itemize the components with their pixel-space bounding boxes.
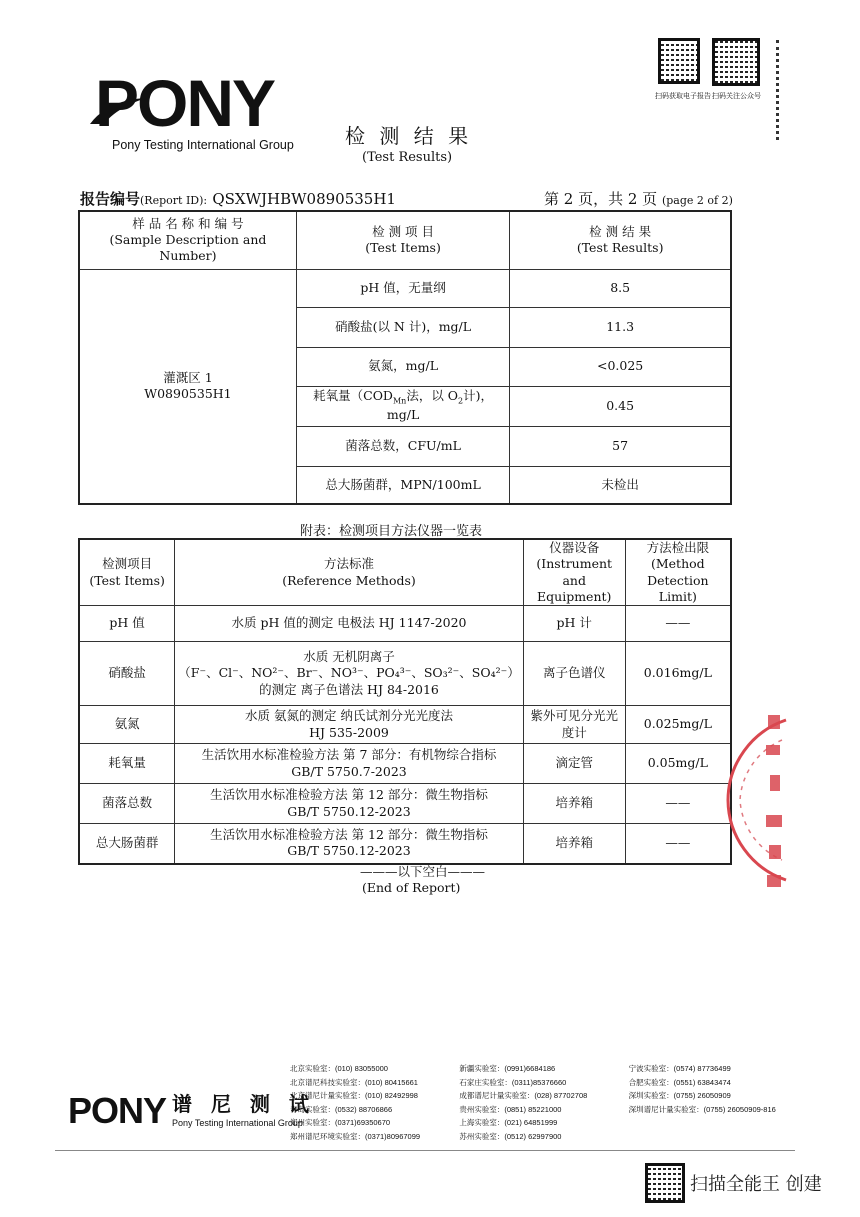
method-item: 硝酸盐 [79,642,175,706]
lab-contact: 深圳谱尼计量实验室：(0755) 26050909-816 [628,1104,776,1114]
header-logo-subtitle: Pony Testing International Group [112,138,294,152]
table-row [79,824,731,864]
sample-cell [79,269,296,504]
page-number [544,188,733,209]
method-standard: 生活饮用水标准检验方法 第 12 部分：微生物指标 GB/T 5750.12-2023 [175,824,524,864]
method-limit: —— [625,784,731,824]
method-item: 耗氧量 [79,744,175,784]
lab-contact: 青岛实验室：(0532) 88706866 [290,1104,393,1114]
test-item: 硝酸盐(以 N 计)，mg/L [296,307,509,347]
report-id-value: QSXWJHBW0890535H1 [212,190,396,208]
test-result: 8.5 [510,269,731,307]
test-item: pH 值，无量纲 [296,269,509,307]
method-instrument: 滴定管 [523,744,625,784]
test-item: 氨氮，mg/L [296,347,509,386]
end-of-report-cn: ———以下空白——— [360,864,486,879]
method-standard: 生活饮用水标准检验方法 第 7 部分：有机物综合指标 GB/T 5750.7-2023 [175,744,524,784]
header-limit: 方法检出限 (Method Detection Limit) [625,539,731,606]
qr-code-wechat [712,38,760,86]
lab-contact: 北京实验室：(010) 83055000 [290,1064,388,1073]
qr-caption-wechat: 扫码关注公众号 [712,93,761,100]
scanner-watermark: 扫描全能王 创建 [690,1174,822,1195]
side-barcode [776,40,789,140]
test-result: 11.3 [510,307,731,347]
test-item: 总大肠菌群，MPN/100mL [296,466,509,504]
method-instrument: pH 计 [523,606,625,642]
footer-divider [55,1150,795,1151]
table-row [79,642,731,706]
footer-logo: PONY [68,1090,167,1131]
test-result: 57 [510,426,731,466]
test-item: 菌落总数，CFU/mL [296,426,509,466]
method-limit: —— [625,824,731,864]
method-limit: 0.016mg/L [625,642,731,706]
lab-contact: 郑州实验室：(0371)69350670 [290,1118,391,1128]
table-row [79,706,731,744]
footer-company-en: Pony Testing International Group [172,1118,303,1128]
method-standard: 生活饮用水标准检验方法 第 12 部分：微生物指标 GB/T 5750.12-2023 [175,784,524,824]
page-number-cn: 第 2 页，共 2 页 [544,190,658,208]
seal-stamp-edge-icon [760,705,790,905]
annex-title: 附表：检测项目方法仪器一览表 [300,524,483,539]
header-logo: PONY [95,66,275,140]
lab-contact: 贵州实验室：(0851) 85221000 [459,1104,562,1114]
header-instrument: 仪器设备 (Instrument and Equipment) [523,539,625,606]
report-id-line [80,188,396,209]
page-title-en: (Test Results) [362,150,453,165]
method-instrument: 离子色谱仪 [523,642,625,706]
page-number-en: (page 2 of 2) [661,194,733,207]
method-instrument: 紫外可见分光光度计 [523,706,625,744]
footer-company-cn: 谱 尼 测 试 [172,1092,315,1116]
method-item: 总大肠菌群 [79,824,175,864]
method-standard: 水质 氨氮的测定 纳氏试剂分光光度法 HJ 535-2009 [175,706,524,744]
methods-header-row [79,539,731,606]
method-item: pH 值 [79,606,175,642]
results-header-row [79,211,731,269]
method-limit: —— [625,606,731,642]
lab-contact: 新疆实验室：(0991)6684186 [459,1064,556,1073]
report-id-label: 报告编号 [80,190,141,208]
sample-number: W0890535H1 [144,386,232,402]
lab-contact: 石家庄实验室：(0311)85376660 [459,1077,567,1087]
sample-name: 灌溉区 1 [163,370,213,385]
table-row [79,784,731,824]
lab-contact: 上海实验室：(021) 64851999 [459,1118,558,1128]
header-sample: 样 品 名 称 和 编 号 (Sample Description and Number) [79,211,296,269]
lab-contact: 苏州实验室：(0512) 62997900 [459,1131,562,1141]
lab-contacts [290,1062,790,1144]
methods-table [78,538,732,865]
test-result: <0.025 [510,347,731,386]
watermark-qr-icon [645,1163,685,1203]
method-item: 菌落总数 [79,784,175,824]
test-item: 耗氧量（$COD_{Mn}$法，以 $O_2$计)，mg/L [296,386,509,426]
results-table [78,210,732,505]
lab-contact: 北京谱尼计量实验室：(010) 82492998 [290,1091,418,1101]
lab-contact: 合肥实验室：(0551) 63843474 [628,1077,731,1087]
table-row [79,606,731,642]
header-test-results: 检 测 结 果 (Test Results) [510,211,731,269]
lab-contact: 北京谱尼科技实验室：(010) 80415661 [290,1077,418,1087]
method-standard: 水质 pH 值的测定 电极法 HJ 1147-2020 [175,606,524,642]
header-method: 方法标准 (Reference Methods) [175,539,524,606]
lab-contact: 成都谱尼计量实验室：(028) 87702708 [459,1091,588,1101]
method-instrument: 培养箱 [523,784,625,824]
lab-contact: 深圳实验室：(0755) 26050909 [628,1091,731,1101]
end-of-report-en: (End of Report) [362,880,461,895]
table-row [79,744,731,784]
method-limit: 0.025mg/L [625,706,731,744]
method-standard: 水质 无机阴离子 （F⁻、Cl⁻、NO²⁻、Br⁻、NO³⁻、PO₄³⁻、SO₃²⁻、SO₄²⁻） 的测定 离子色谱法 HJ 84-2016 [175,642,524,706]
method-instrument: 培养箱 [523,824,625,864]
qr-code-report [658,38,700,84]
report-id-label-en: (Report ID): [140,194,208,207]
method-item: 氨氮 [79,706,175,744]
header-test-items: 检 测 项 目 (Test Items) [296,211,509,269]
qr-caption-report: 扫码获取电子报告 [655,93,711,100]
page-title: 检 测 结 果 [345,124,473,148]
lab-contact: 宁波实验室：(0574) 87736499 [628,1064,731,1073]
test-result: 未检出 [510,466,731,504]
lab-contact: 郑州谱尼环境实验室：(0371)80967099 [290,1131,421,1141]
method-limit: 0.05mg/L [625,744,731,784]
header-item: 检测项目 (Test Items) [79,539,175,606]
table-row [79,269,731,307]
test-result: 0.45 [510,386,731,426]
